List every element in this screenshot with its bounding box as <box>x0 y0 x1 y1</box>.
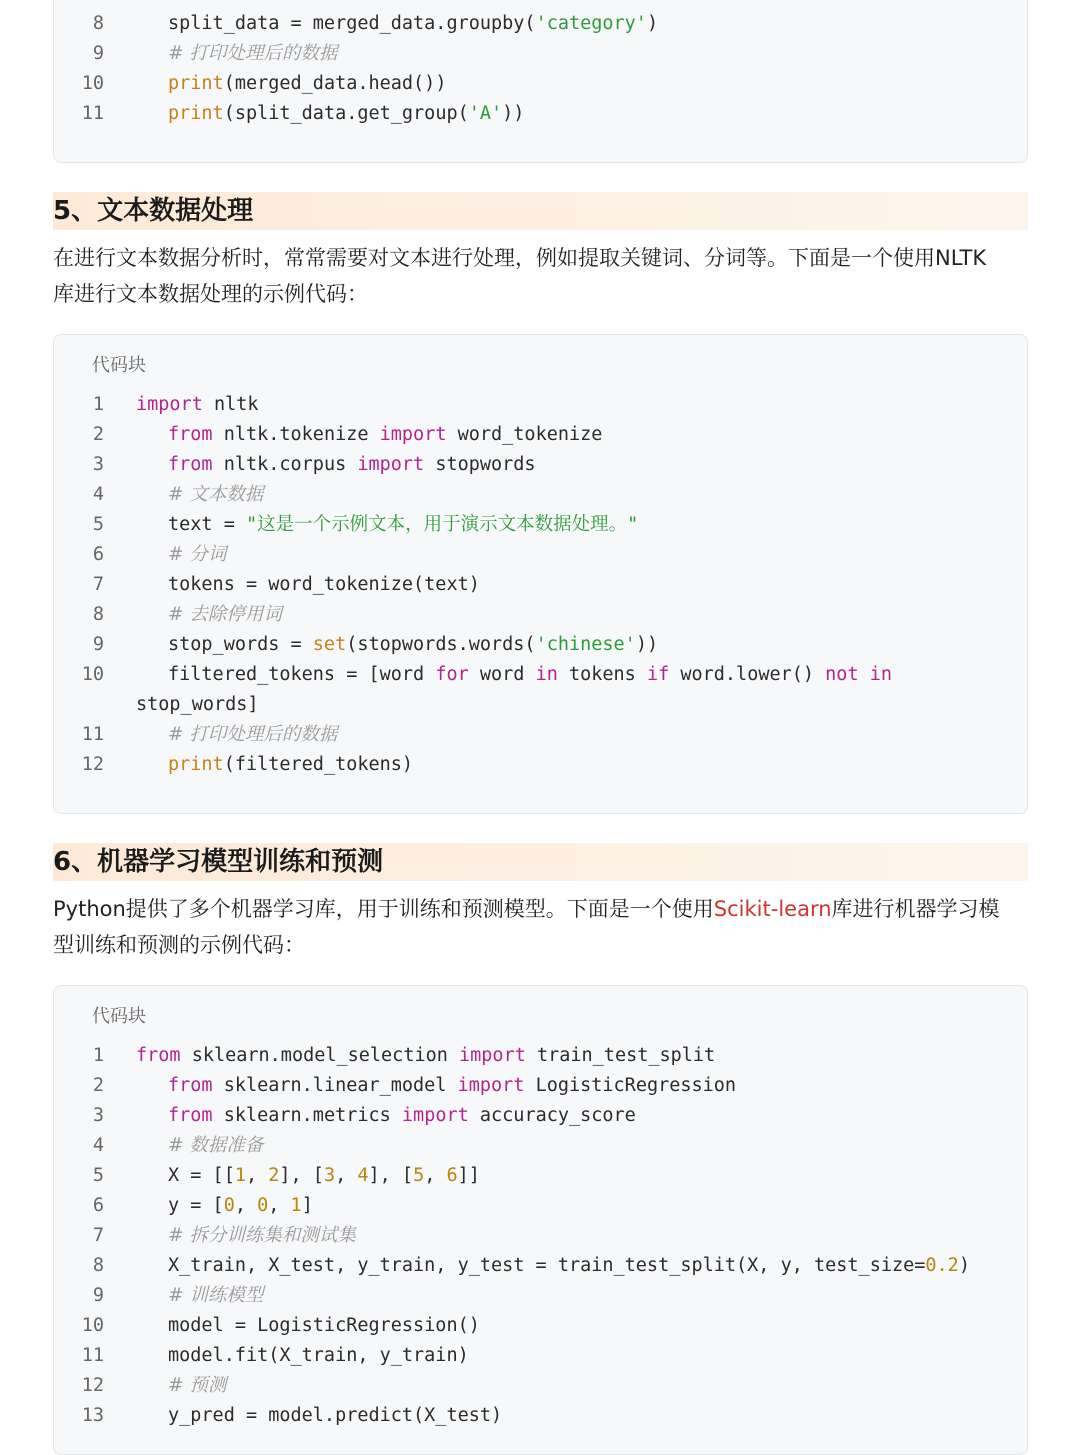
code-line <box>54 99 1027 129</box>
code-token: # 分词 <box>168 544 227 565</box>
code-token: nltk <box>202 394 259 415</box>
code-text <box>168 540 226 570</box>
line-number: 8 <box>92 1255 104 1276</box>
line-number: 9 <box>92 43 104 64</box>
section-title: 6、机器学习模型训练和预测 <box>53 847 384 877</box>
code-line <box>54 570 1027 600</box>
code-token: sklearn.model_selection <box>180 1045 460 1066</box>
code-token: in <box>535 664 558 685</box>
code-token <box>859 664 870 685</box>
code-line <box>54 480 1027 510</box>
code-token: stop_words] <box>136 694 259 715</box>
section-heading-6 <box>53 843 1028 881</box>
code-text <box>168 510 638 540</box>
code-block-sklearn <box>53 985 1028 1455</box>
code-line <box>54 420 1027 450</box>
code-token: sklearn.metrics <box>212 1105 402 1126</box>
code-line <box>54 630 1027 660</box>
line-number: 8 <box>92 604 104 625</box>
line-number: 11 <box>81 724 104 745</box>
line-number: 10 <box>81 664 104 685</box>
line-number: 6 <box>92 1195 104 1216</box>
line-number: 9 <box>92 634 104 655</box>
code-token: accuracy_score <box>468 1105 636 1126</box>
line-number: 11 <box>81 1345 104 1366</box>
code-text <box>168 630 658 660</box>
code-token: print <box>168 103 224 124</box>
code-token: word_tokenize <box>446 424 603 445</box>
code-token: 0 <box>257 1195 269 1216</box>
code-text <box>168 69 446 99</box>
code-token: # 数据准备 <box>168 1135 264 1156</box>
code-text <box>168 9 658 39</box>
code-token: 2 <box>268 1165 280 1186</box>
code-token: not <box>825 664 859 685</box>
code-text <box>168 99 524 129</box>
code-text <box>168 480 263 510</box>
code-token: )) <box>502 103 525 124</box>
code-line <box>54 1041 1027 1071</box>
code-text <box>168 1371 226 1401</box>
code-token: from <box>136 1045 181 1066</box>
code-token: nltk.tokenize <box>212 424 380 445</box>
code-text <box>168 1311 480 1341</box>
paragraph-line: 库进行文本数据处理的示例代码： <box>53 282 368 306</box>
code-token: 6 <box>446 1165 458 1186</box>
code-token: , <box>268 1195 291 1216</box>
code-token: , <box>335 1165 358 1186</box>
line-number: 3 <box>92 1105 104 1126</box>
code-text <box>168 1221 356 1251</box>
code-line <box>54 540 1027 570</box>
code-token: # 文本数据 <box>168 484 264 505</box>
code-line <box>54 1251 1027 1281</box>
code-token: # 训练模型 <box>168 1285 264 1306</box>
code-token: )) <box>635 634 659 655</box>
line-number: 12 <box>81 754 104 775</box>
line-number: 6 <box>92 544 104 565</box>
code-text <box>168 1101 636 1131</box>
code-text <box>168 450 536 480</box>
code-token: # 去除停用词 <box>168 604 282 625</box>
code-text <box>168 750 413 780</box>
code-token: , <box>424 1165 447 1186</box>
code-line <box>54 1341 1027 1371</box>
code-token: (filtered_tokens) <box>223 754 414 775</box>
code-text <box>136 390 259 420</box>
code-text <box>168 660 892 690</box>
code-token: from <box>168 424 213 445</box>
code-token: ) <box>958 1255 970 1276</box>
code-token: tokens = word_tokenize(text) <box>168 574 480 595</box>
code-token: for <box>435 664 469 685</box>
code-token: # 打印处理后的数据 <box>168 724 338 745</box>
code-token: 0.2 <box>925 1255 959 1276</box>
code-block-top <box>53 0 1028 163</box>
code-token: # 预测 <box>168 1375 227 1396</box>
code-line <box>54 1371 1027 1401</box>
code-token: tokens <box>557 664 647 685</box>
code-token: import <box>401 1105 469 1126</box>
code-text <box>168 1281 263 1311</box>
code-token: import <box>357 454 425 475</box>
code-line <box>54 9 1027 39</box>
code-token: ], [ <box>279 1165 324 1186</box>
code-text <box>168 1191 313 1221</box>
section-heading-5 <box>53 192 1028 230</box>
code-token: from <box>168 454 213 475</box>
code-text <box>168 570 480 600</box>
code-line <box>54 390 1027 420</box>
code-token: ] <box>301 1195 313 1216</box>
line-number: 9 <box>92 1285 104 1306</box>
code-text <box>168 1071 736 1101</box>
code-text <box>168 1161 480 1191</box>
code-line <box>54 1161 1027 1191</box>
code-token: train_test_split <box>525 1045 716 1066</box>
code-token: from <box>168 1075 213 1096</box>
code-token: 0 <box>223 1195 235 1216</box>
code-line <box>54 660 1027 690</box>
code-text <box>168 1341 469 1371</box>
code-token: model = LogisticRegression() <box>168 1315 480 1336</box>
code-token: model.fit(X_train, y_train) <box>168 1345 469 1366</box>
line-number: 5 <box>92 514 104 535</box>
code-token: set <box>312 634 347 655</box>
code-text <box>168 420 602 450</box>
code-line <box>54 510 1027 540</box>
code-block-nltk <box>53 334 1028 814</box>
code-token: ], [ <box>368 1165 414 1186</box>
line-number: 2 <box>92 1075 104 1096</box>
code-text <box>168 1131 263 1161</box>
code-block-label: 代码块 <box>92 1006 146 1027</box>
code-token: print <box>168 754 224 775</box>
code-token: 'category' <box>535 13 647 34</box>
code-token: stop_words = <box>168 634 313 655</box>
code-token: 3 <box>323 1165 336 1186</box>
line-number: 11 <box>81 103 104 124</box>
code-token: "这是一个示例文本，用于演示文本数据处理。" <box>245 514 639 535</box>
code-text <box>168 1251 970 1281</box>
line-number: 7 <box>92 1225 104 1246</box>
paragraph-line: 在进行文本数据分析时，常常需要对文本进行处理，例如提取关键词、分词等。下面是一个使用NLTK <box>53 246 987 270</box>
code-token: in <box>869 664 893 685</box>
code-line <box>54 1071 1027 1101</box>
code-token: print <box>168 73 224 94</box>
code-line <box>54 1131 1027 1161</box>
code-line <box>54 1401 1027 1431</box>
code-text <box>136 1041 715 1071</box>
code-token: X = [[ <box>168 1165 235 1186</box>
line-number: 1 <box>92 1045 104 1066</box>
code-line <box>54 450 1027 480</box>
code-line <box>54 1101 1027 1131</box>
code-token: split_data = merged_data.groupby( <box>168 13 536 34</box>
line-number: 8 <box>92 13 104 34</box>
code-line <box>54 690 1027 720</box>
code-text <box>168 39 337 69</box>
code-token: import <box>457 1075 525 1096</box>
code-token: import <box>136 394 203 415</box>
section-paragraph-5 <box>53 240 1028 312</box>
paragraph-text: 库进行机器学习模 <box>831 897 1000 921</box>
code-token: ) <box>646 13 659 34</box>
code-token: y_pred = model.predict(X_test) <box>168 1405 503 1426</box>
line-number: 1 <box>92 394 104 415</box>
paragraph-line: 型训练和预测的示例代码： <box>53 933 305 957</box>
highlight-library-name: Scikit-learn <box>713 897 832 921</box>
code-block-label: 代码块 <box>92 355 146 376</box>
code-line <box>54 1191 1027 1221</box>
code-token: ]] <box>457 1165 480 1186</box>
code-token: text = <box>168 514 246 535</box>
code-token: 1 <box>234 1165 246 1186</box>
line-number: 3 <box>92 454 104 475</box>
code-line <box>54 720 1027 750</box>
code-line <box>54 1281 1027 1311</box>
code-lines <box>54 1041 1027 1431</box>
code-token: X_train, X_test, y_train, y_test = train_test_split(X, y, test_size= <box>168 1255 926 1276</box>
code-token: LogisticRegression <box>524 1075 737 1096</box>
line-number: 4 <box>92 1135 104 1156</box>
code-token: y = [ <box>168 1195 224 1216</box>
code-line <box>54 750 1027 780</box>
line-number: 2 <box>92 424 104 445</box>
code-lines <box>54 9 1027 129</box>
code-line <box>54 39 1027 69</box>
line-number: 5 <box>92 1165 104 1186</box>
code-token: (merged_data.head()) <box>223 73 447 94</box>
code-token: # 拆分训练集和测试集 <box>168 1225 356 1246</box>
code-token: if <box>646 664 670 685</box>
code-token: word.lower() <box>669 664 826 685</box>
section-paragraph-6 <box>53 891 1028 963</box>
code-token: stopwords <box>424 454 536 475</box>
code-line <box>54 1221 1027 1251</box>
line-number: 12 <box>81 1375 104 1396</box>
code-token: import <box>459 1045 526 1066</box>
line-number: 10 <box>81 73 104 94</box>
code-token: , <box>234 1195 258 1216</box>
code-token: (stopwords.words( <box>346 634 536 655</box>
line-number: 4 <box>92 484 104 505</box>
code-token: import <box>379 424 447 445</box>
code-text <box>136 690 259 720</box>
code-line <box>54 69 1027 99</box>
line-number: 7 <box>92 574 104 595</box>
code-text <box>168 600 282 630</box>
line-number: 10 <box>81 1315 104 1336</box>
line-number: 13 <box>81 1405 104 1426</box>
code-token: sklearn.linear_model <box>212 1075 458 1096</box>
code-text <box>168 1401 502 1431</box>
code-token: 1 <box>290 1195 302 1216</box>
code-token: word <box>468 664 536 685</box>
code-token: filtered_tokens = [word <box>168 664 436 685</box>
code-token: 'chinese' <box>535 634 636 655</box>
code-line <box>54 600 1027 630</box>
code-token: 4 <box>357 1165 369 1186</box>
code-line <box>54 1311 1027 1341</box>
code-text <box>168 720 337 750</box>
code-token: nltk.corpus <box>212 454 358 475</box>
code-token: 5 <box>413 1165 425 1186</box>
code-token: # 打印处理后的数据 <box>168 43 338 64</box>
code-token: 'A' <box>468 103 503 124</box>
paragraph-text: Python提供了多个机器学习库，用于训练和预测模型。下面是一个使用 <box>53 897 714 921</box>
code-token: , <box>245 1165 269 1186</box>
code-lines <box>54 390 1027 780</box>
section-title: 5、文本数据处理 <box>53 196 254 226</box>
paragraph-line <box>53 891 1028 927</box>
code-token: (split_data.get_group( <box>223 103 469 124</box>
code-token: from <box>168 1105 213 1126</box>
